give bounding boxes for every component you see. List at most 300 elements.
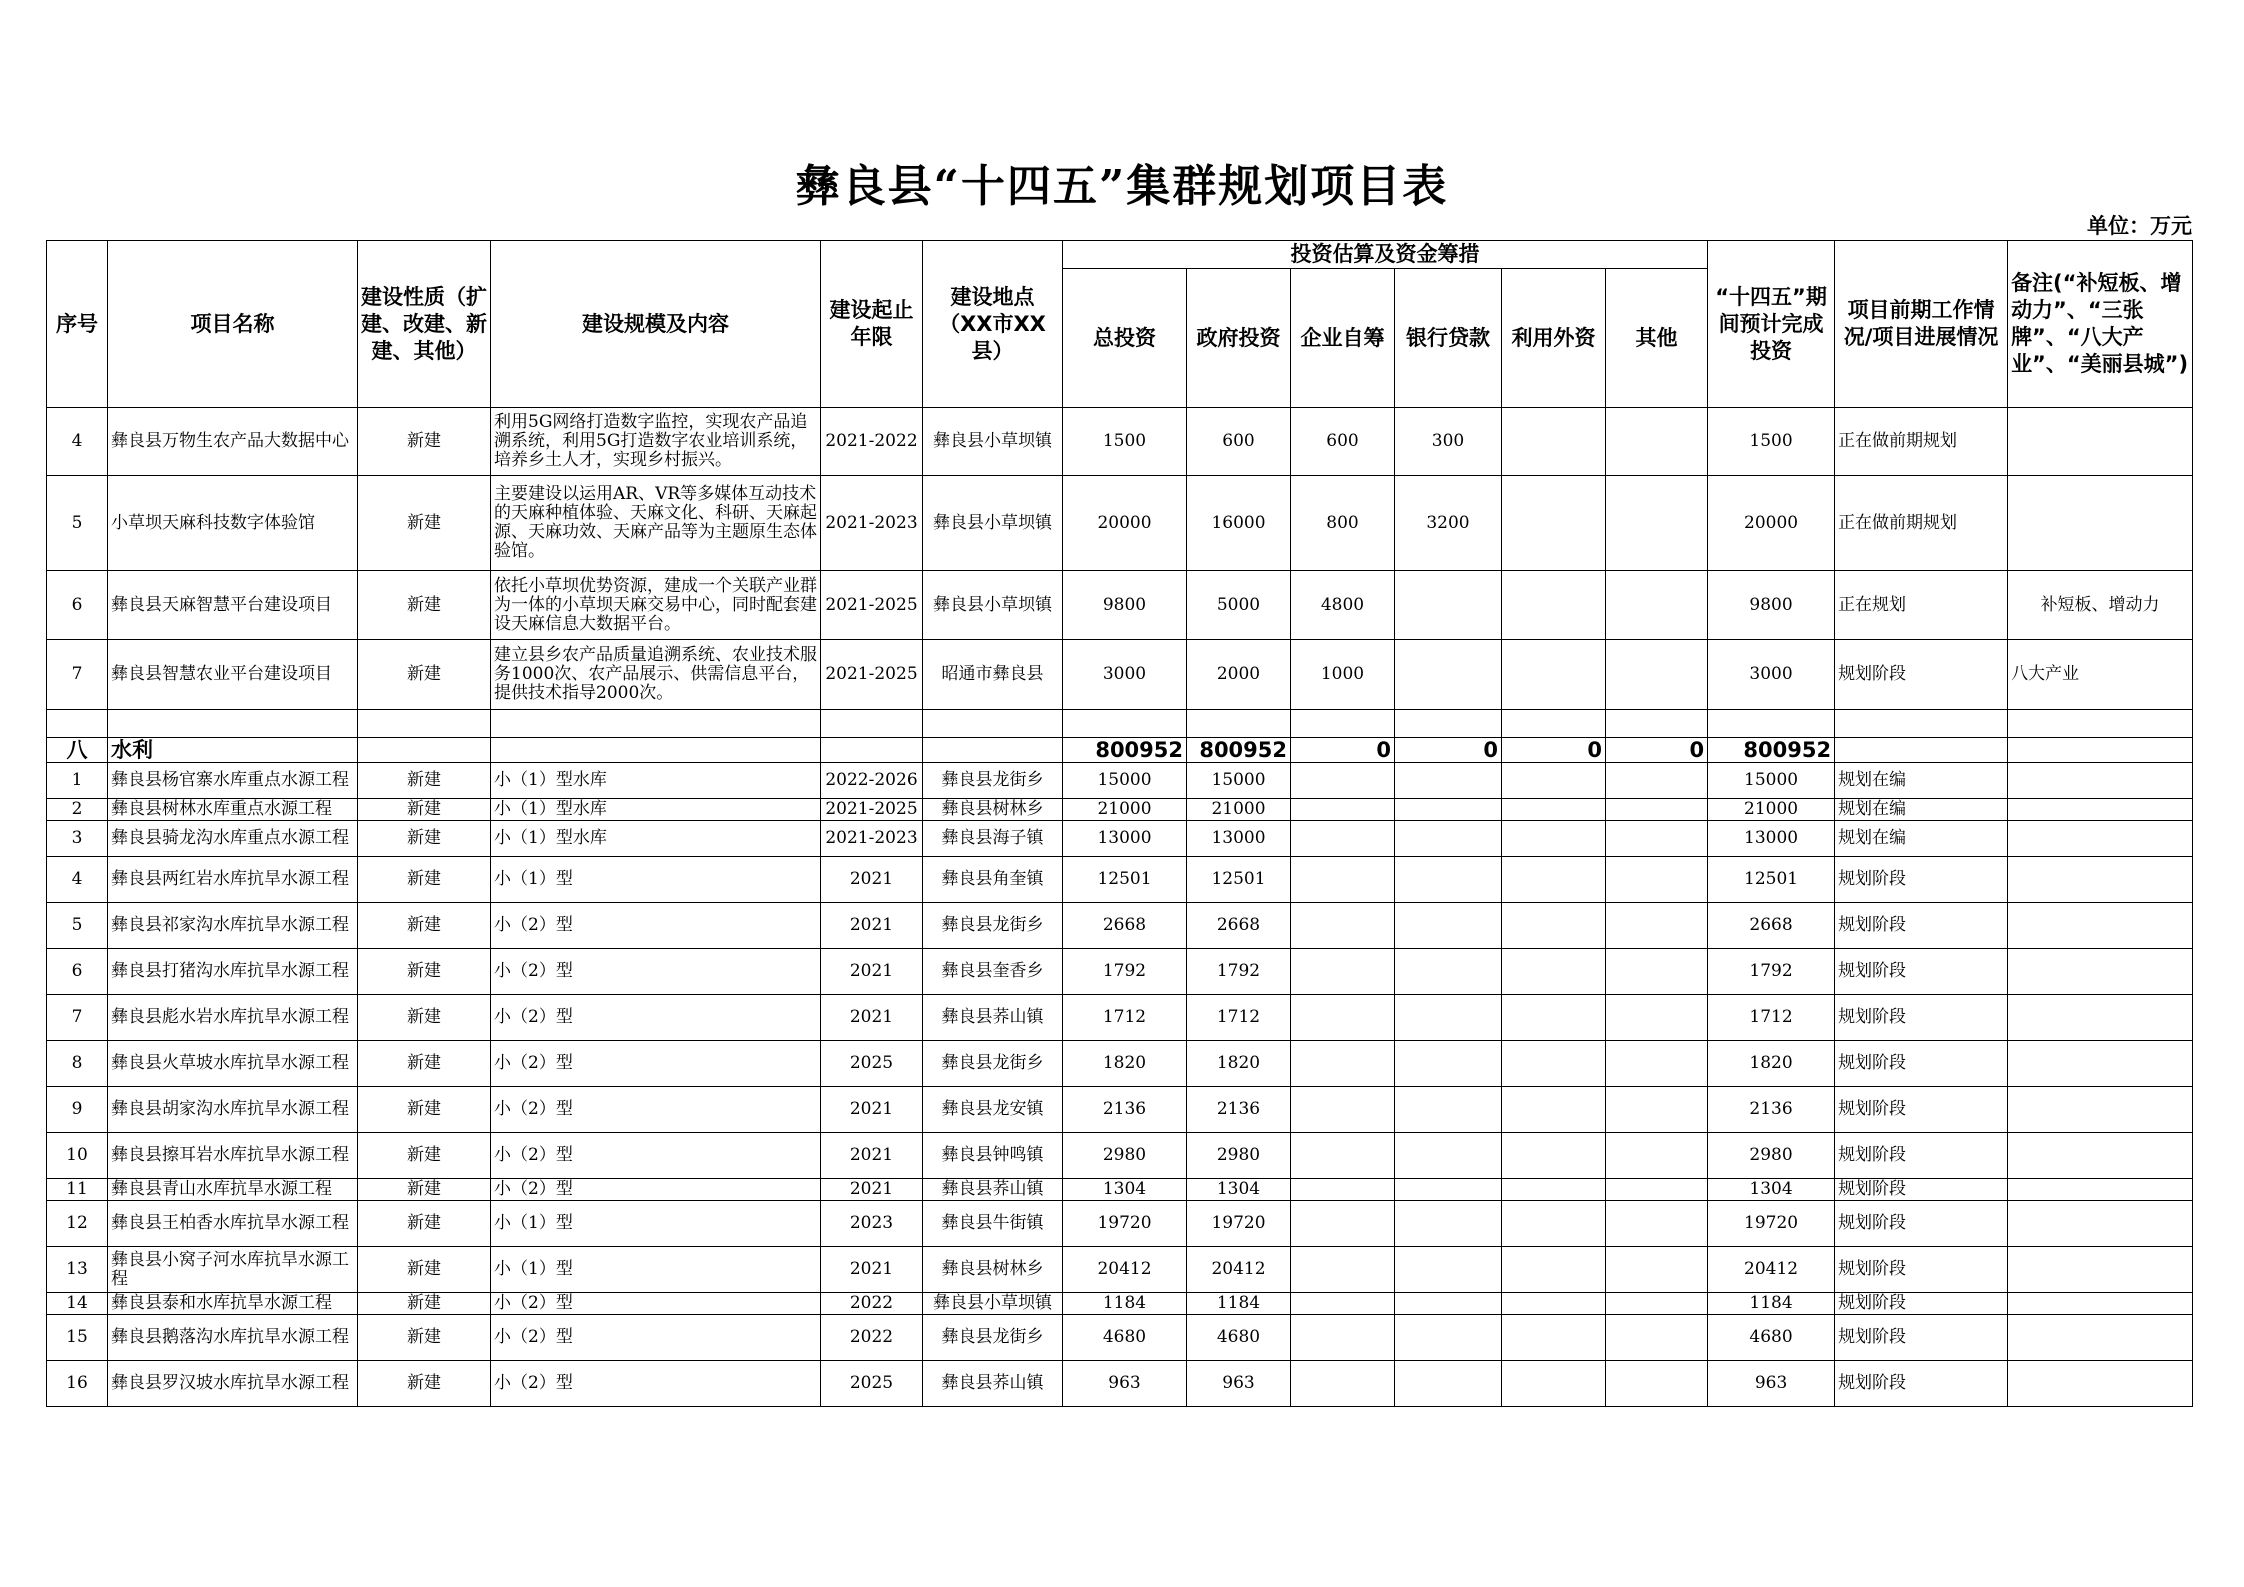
cell-loan: 300: [1395, 408, 1502, 476]
cell-progress: 规划阶段: [1835, 1293, 2008, 1315]
cell-location: 彝良县龙街乡: [923, 903, 1063, 949]
cell-total: 963: [1063, 1361, 1187, 1407]
section-foreign: 0: [1502, 738, 1606, 763]
cell-scale: 利用5G网络打造数字监控，实现农产品追溯系统，利用5G打造数字农业培训系统，培养乡土人才，实现乡村振兴。: [491, 408, 821, 476]
cell-loan: [1395, 857, 1502, 903]
cell-loan: [1395, 1293, 1502, 1315]
cell-other: [1606, 995, 1708, 1041]
cell-name: 彝良县小窝子河水库抗旱水源工程: [108, 1247, 358, 1293]
cell-other: [1606, 903, 1708, 949]
cell-name: 彝良县王柏香水库抗旱水源工程: [108, 1201, 358, 1247]
cell-location: 彝良县荞山镇: [923, 995, 1063, 1041]
cell-self: [1291, 1293, 1395, 1315]
cell-remark: [2008, 1133, 2193, 1179]
cell-gov: 1820: [1187, 1041, 1291, 1087]
cell-other: [1606, 408, 1708, 476]
cell-foreign: [1502, 1293, 1606, 1315]
cell-plan: 20000: [1708, 476, 1835, 571]
cell-other: [1606, 949, 1708, 995]
cell-name: 彝良县彪水岩水库抗旱水源工程: [108, 995, 358, 1041]
cell-self: [1291, 1087, 1395, 1133]
cell-remark: [2008, 1179, 2193, 1201]
cell-name: 彝良县树林水库重点水源工程: [108, 799, 358, 821]
cell-plan: 3000: [1708, 640, 1835, 710]
section-name: 水利: [108, 738, 358, 763]
cell-foreign: [1502, 903, 1606, 949]
header-nature: 建设性质（扩建、改建、新建、其他）: [358, 241, 491, 408]
cell-remark: [2008, 1315, 2193, 1361]
cell-nature: 新建: [358, 903, 491, 949]
cell-period: 2021: [821, 857, 923, 903]
cell-self: [1291, 1041, 1395, 1087]
cell-plan: 1500: [1708, 408, 1835, 476]
cell-remark: [2008, 1041, 2193, 1087]
header-name: 项目名称: [108, 241, 358, 408]
cell-nature: 新建: [358, 571, 491, 640]
header-loan: 银行贷款: [1395, 269, 1502, 408]
cell-loan: [1395, 1361, 1502, 1407]
cell-period: 2021-2025: [821, 640, 923, 710]
table-row: [47, 1087, 2193, 1133]
cell-seq: 9: [47, 1087, 108, 1133]
cell-remark: [2008, 857, 2193, 903]
cell-remark: [2008, 763, 2193, 799]
cell-plan: 20412: [1708, 1247, 1835, 1293]
page-title: 彝良县“十四五”集群规划项目表: [795, 161, 1449, 212]
cell-progress: 规划阶段: [1835, 1179, 2008, 1201]
table-row: [47, 1179, 2193, 1201]
cell-name: 彝良县打猪沟水库抗旱水源工程: [108, 949, 358, 995]
cell-foreign: [1502, 1041, 1606, 1087]
cell-remark: [2008, 903, 2193, 949]
cell-scale: 小（1）型: [491, 857, 821, 903]
cell-location: 彝良县小草坝镇: [923, 1293, 1063, 1315]
cell-gov: 2980: [1187, 1133, 1291, 1179]
table-row: [47, 476, 2193, 571]
header-scale: 建设规模及内容: [491, 241, 821, 408]
cell-nature: 新建: [358, 1293, 491, 1315]
cell-self: 800: [1291, 476, 1395, 571]
cell-total: 12501: [1063, 857, 1187, 903]
cell-other: [1606, 1201, 1708, 1247]
cell-seq: 10: [47, 1133, 108, 1179]
cell-location: 彝良县钟鸣镇: [923, 1133, 1063, 1179]
cell-remark: [2008, 1361, 2193, 1407]
cell-foreign: [1502, 995, 1606, 1041]
cell-nature: 新建: [358, 995, 491, 1041]
section-loan: 0: [1395, 738, 1502, 763]
cell-seq: 13: [47, 1247, 108, 1293]
cell-name: 彝良县泰和水库抗旱水源工程: [108, 1293, 358, 1315]
cell-name: 彝良县智慧农业平台建设项目: [108, 640, 358, 710]
cell-other: [1606, 1247, 1708, 1293]
cell-nature: 新建: [358, 476, 491, 571]
section-seq: 八: [47, 738, 108, 763]
cell-plan: 1820: [1708, 1041, 1835, 1087]
cell-period: 2021-2025: [821, 571, 923, 640]
cell-self: [1291, 949, 1395, 995]
cell-remark: [2008, 476, 2193, 571]
cell-foreign: [1502, 1133, 1606, 1179]
table-row: [47, 857, 2193, 903]
cell-remark: [2008, 1293, 2193, 1315]
cell-progress: 规划阶段: [1835, 1087, 2008, 1133]
cell-period: 2021: [821, 1247, 923, 1293]
cell-progress: 规划在编: [1835, 799, 2008, 821]
cell-progress: 规划阶段: [1835, 903, 2008, 949]
cell-foreign: [1502, 857, 1606, 903]
cell-total: 1712: [1063, 995, 1187, 1041]
cell-foreign: [1502, 821, 1606, 857]
cell-nature: 新建: [358, 408, 491, 476]
cell-remark: [2008, 821, 2193, 857]
cell-loan: [1395, 995, 1502, 1041]
cell-nature: 新建: [358, 1247, 491, 1293]
cell-total: 3000: [1063, 640, 1187, 710]
cell-scale: 小（2）型: [491, 1087, 821, 1133]
cell-self: [1291, 1361, 1395, 1407]
table-row: [47, 1315, 2193, 1361]
cell-gov: 16000: [1187, 476, 1291, 571]
cell-location: 彝良县荞山镇: [923, 1179, 1063, 1201]
cell-total: 1500: [1063, 408, 1187, 476]
header-gov: 政府投资: [1187, 269, 1291, 408]
cell-nature: 新建: [358, 1179, 491, 1201]
cell-loan: [1395, 1087, 1502, 1133]
cell-seq: 4: [47, 408, 108, 476]
cell-progress: 规划阶段: [1835, 1315, 2008, 1361]
cell-foreign: [1502, 949, 1606, 995]
cell-total: 2668: [1063, 903, 1187, 949]
cell-self: [1291, 1201, 1395, 1247]
cell-location: 彝良县龙街乡: [923, 1041, 1063, 1087]
cell-gov: 600: [1187, 408, 1291, 476]
cell-location: 彝良县海子镇: [923, 821, 1063, 857]
cell-plan: 21000: [1708, 799, 1835, 821]
cell-plan: 2136: [1708, 1087, 1835, 1133]
cell-loan: [1395, 571, 1502, 640]
cell-self: [1291, 995, 1395, 1041]
cell-location: 彝良县树林乡: [923, 1247, 1063, 1293]
cell-total: 4680: [1063, 1315, 1187, 1361]
cell-loan: [1395, 1247, 1502, 1293]
cell-scale: 小（2）型: [491, 949, 821, 995]
cell-gov: 13000: [1187, 821, 1291, 857]
cell-name: 彝良县天麻智慧平台建设项目: [108, 571, 358, 640]
cell-name: 小草坝天麻科技数字体验馆: [108, 476, 358, 571]
table-row: [47, 1293, 2193, 1315]
cell-gov: 1304: [1187, 1179, 1291, 1201]
cell-self: [1291, 1247, 1395, 1293]
cell-self: [1291, 1133, 1395, 1179]
blank-row: [47, 710, 2193, 738]
cell-loan: [1395, 799, 1502, 821]
cell-scale: 建立县乡农产品质量追溯系统、农业技术服务1000次、农产品展示、供需信息平台，提供技术指导2000次。: [491, 640, 821, 710]
cell-other: [1606, 799, 1708, 821]
cell-scale: 小（2）型: [491, 995, 821, 1041]
cell-total: 20412: [1063, 1247, 1187, 1293]
table-row: [47, 1041, 2193, 1087]
cell-total: 20000: [1063, 476, 1187, 571]
cell-loan: [1395, 763, 1502, 799]
cell-remark: 八大产业: [2008, 640, 2193, 710]
cell-nature: 新建: [358, 1361, 491, 1407]
cell-nature: 新建: [358, 1315, 491, 1361]
cell-foreign: [1502, 571, 1606, 640]
header-other: 其他: [1606, 269, 1708, 408]
cell-self: [1291, 857, 1395, 903]
cell-gov: 2000: [1187, 640, 1291, 710]
cell-remark: [2008, 1201, 2193, 1247]
water-projects: [47, 763, 2193, 1407]
cell-scale: 小（1）型水库: [491, 821, 821, 857]
cell-loan: 3200: [1395, 476, 1502, 571]
section-total: 800952: [1063, 738, 1187, 763]
cell-other: [1606, 476, 1708, 571]
cell-seq: 6: [47, 949, 108, 995]
header-plan: “十四五”期间预计完成投资: [1708, 241, 1835, 408]
cell-scale: 小（1）型: [491, 1201, 821, 1247]
cell-plan: 1712: [1708, 995, 1835, 1041]
section-other: 0: [1606, 738, 1708, 763]
cell-total: 9800: [1063, 571, 1187, 640]
cell-seq: 2: [47, 799, 108, 821]
table-row: [47, 1133, 2193, 1179]
table-row: [47, 763, 2193, 799]
cell-scale: 小（2）型: [491, 1315, 821, 1361]
unit-label: 单位：万元: [2087, 214, 2192, 238]
cell-gov: 4680: [1187, 1315, 1291, 1361]
cell-other: [1606, 1041, 1708, 1087]
cell-self: [1291, 763, 1395, 799]
cell-location: 彝良县奎香乡: [923, 949, 1063, 995]
cell-foreign: [1502, 1247, 1606, 1293]
cell-nature: 新建: [358, 1041, 491, 1087]
cell-plan: 1304: [1708, 1179, 1835, 1201]
cell-nature: 新建: [358, 1087, 491, 1133]
table-row: [47, 640, 2193, 710]
cell-progress: 正在做前期规划: [1835, 476, 2008, 571]
cell-scale: 小（1）型: [491, 1247, 821, 1293]
cell-name: 彝良县祁家沟水库抗旱水源工程: [108, 903, 358, 949]
cell-remark: [2008, 1247, 2193, 1293]
cell-progress: 规划阶段: [1835, 857, 2008, 903]
cell-remark: 补短板、增动力: [2008, 571, 2193, 640]
cell-other: [1606, 640, 1708, 710]
cell-other: [1606, 763, 1708, 799]
cell-loan: [1395, 821, 1502, 857]
cell-foreign: [1502, 1179, 1606, 1201]
cell-seq: 3: [47, 821, 108, 857]
cell-period: 2021-2023: [821, 821, 923, 857]
cell-nature: 新建: [358, 640, 491, 710]
cell-loan: [1395, 1201, 1502, 1247]
cell-scale: 小（1）型水库: [491, 799, 821, 821]
cell-period: 2021-2022: [821, 408, 923, 476]
cell-loan: [1395, 1315, 1502, 1361]
cell-scale: 小（2）型: [491, 903, 821, 949]
cell-other: [1606, 1087, 1708, 1133]
cell-nature: 新建: [358, 821, 491, 857]
header-remark: 备注(“补短板、增动力”、“三张牌”、“八大产业”、“美丽县城”): [2008, 241, 2193, 408]
cell-plan: 19720: [1708, 1201, 1835, 1247]
cell-loan: [1395, 1179, 1502, 1201]
cell-seq: 1: [47, 763, 108, 799]
cell-gov: 1184: [1187, 1293, 1291, 1315]
cell-nature: 新建: [358, 857, 491, 903]
cell-progress: 规划阶段: [1835, 640, 2008, 710]
cell-gov: 963: [1187, 1361, 1291, 1407]
cell-location: 彝良县龙街乡: [923, 763, 1063, 799]
cell-period: 2022-2026: [821, 763, 923, 799]
cell-plan: 13000: [1708, 821, 1835, 857]
cell-seq: 5: [47, 903, 108, 949]
cell-name: 彝良县骑龙沟水库重点水源工程: [108, 821, 358, 857]
cell-seq: 8: [47, 1041, 108, 1087]
cell-total: 1184: [1063, 1293, 1187, 1315]
table-row: [47, 1361, 2193, 1407]
cell-plan: 1792: [1708, 949, 1835, 995]
cell-scale: 小（2）型: [491, 1179, 821, 1201]
cell-progress: 正在规划: [1835, 571, 2008, 640]
cell-other: [1606, 571, 1708, 640]
cell-plan: 963: [1708, 1361, 1835, 1407]
cell-period: 2021: [821, 903, 923, 949]
cell-name: 彝良县青山水库抗旱水源工程: [108, 1179, 358, 1201]
cell-scale: 小（1）型水库: [491, 763, 821, 799]
cell-period: 2022: [821, 1315, 923, 1361]
cell-progress: 规划阶段: [1835, 1247, 2008, 1293]
cell-gov: 12501: [1187, 857, 1291, 903]
cell-total: 21000: [1063, 799, 1187, 821]
cell-location: 彝良县龙街乡: [923, 1315, 1063, 1361]
cell-period: 2021-2023: [821, 476, 923, 571]
cell-self: [1291, 1179, 1395, 1201]
cell-progress: 规划阶段: [1835, 1041, 2008, 1087]
cell-remark: [2008, 799, 2193, 821]
cell-total: 13000: [1063, 821, 1187, 857]
header-period: 建设起止年限: [821, 241, 923, 408]
cell-gov: 20412: [1187, 1247, 1291, 1293]
cell-foreign: [1502, 1201, 1606, 1247]
cell-seq: 7: [47, 995, 108, 1041]
cell-period: 2022: [821, 1293, 923, 1315]
cell-period: 2021: [821, 1133, 923, 1179]
cell-seq: 12: [47, 1201, 108, 1247]
cell-loan: [1395, 640, 1502, 710]
cell-progress: 规划阶段: [1835, 1361, 2008, 1407]
cell-plan: 1184: [1708, 1293, 1835, 1315]
cell-location: 彝良县牛街镇: [923, 1201, 1063, 1247]
cell-seq: 7: [47, 640, 108, 710]
cell-gov: 21000: [1187, 799, 1291, 821]
cell-scale: 主要建设以运用AR、VR等多媒体互动技术的天麻种植体验、天麻文化、科研、天麻起源、天麻功效、天麻产品等为主题原生态体验馆。: [491, 476, 821, 571]
cell-loan: [1395, 903, 1502, 949]
cell-seq: 4: [47, 857, 108, 903]
cell-foreign: [1502, 408, 1606, 476]
cell-total: 1304: [1063, 1179, 1187, 1201]
cell-location: 彝良县龙安镇: [923, 1087, 1063, 1133]
cell-self: 1000: [1291, 640, 1395, 710]
cell-location: 昭通市彝良县: [923, 640, 1063, 710]
header-location: 建设地点（XX市XX县）: [923, 241, 1063, 408]
cell-loan: [1395, 949, 1502, 995]
cell-seq: 16: [47, 1361, 108, 1407]
cell-location: 彝良县树林乡: [923, 799, 1063, 821]
cell-plan: 12501: [1708, 857, 1835, 903]
cell-other: [1606, 857, 1708, 903]
cell-nature: 新建: [358, 1133, 491, 1179]
cell-progress: 规划阶段: [1835, 949, 2008, 995]
cell-nature: 新建: [358, 1201, 491, 1247]
cell-gov: 1712: [1187, 995, 1291, 1041]
cell-total: 1820: [1063, 1041, 1187, 1087]
section-self: 0: [1291, 738, 1395, 763]
cell-self: [1291, 1315, 1395, 1361]
cell-plan: 2668: [1708, 903, 1835, 949]
table-row: [47, 949, 2193, 995]
cell-seq: 6: [47, 571, 108, 640]
cell-gov: 15000: [1187, 763, 1291, 799]
cell-name: 彝良县杨官寨水库重点水源工程: [108, 763, 358, 799]
cell-plan: 9800: [1708, 571, 1835, 640]
cell-progress: 规划阶段: [1835, 1201, 2008, 1247]
cell-remark: [2008, 408, 2193, 476]
table-row: [47, 1247, 2193, 1293]
cell-foreign: [1502, 1087, 1606, 1133]
cell-self: [1291, 903, 1395, 949]
cell-self: [1291, 799, 1395, 821]
cell-location: 彝良县小草坝镇: [923, 476, 1063, 571]
cell-gov: 2668: [1187, 903, 1291, 949]
cell-name: 彝良县火草坡水库抗旱水源工程: [108, 1041, 358, 1087]
header-foreign: 利用外资: [1502, 269, 1606, 408]
cell-plan: 2980: [1708, 1133, 1835, 1179]
cell-other: [1606, 1315, 1708, 1361]
cell-foreign: [1502, 763, 1606, 799]
cell-name: 彝良县万物生农产品大数据中心: [108, 408, 358, 476]
cell-self: 4800: [1291, 571, 1395, 640]
cell-period: 2023: [821, 1201, 923, 1247]
cell-progress: 规划在编: [1835, 821, 2008, 857]
cell-location: 彝良县荞山镇: [923, 1361, 1063, 1407]
header-seq: 序号: [47, 241, 108, 408]
cell-self: [1291, 821, 1395, 857]
cell-other: [1606, 1361, 1708, 1407]
cell-nature: 新建: [358, 763, 491, 799]
cell-other: [1606, 1293, 1708, 1315]
cell-foreign: [1502, 640, 1606, 710]
cell-total: 2980: [1063, 1133, 1187, 1179]
cell-name: 彝良县罗汉坡水库抗旱水源工程: [108, 1361, 358, 1407]
cell-total: 2136: [1063, 1087, 1187, 1133]
table-row: [47, 821, 2193, 857]
cell-seq: 11: [47, 1179, 108, 1201]
table-row: [47, 408, 2193, 476]
table-row: [47, 571, 2193, 640]
cell-remark: [2008, 1087, 2193, 1133]
cell-total: 19720: [1063, 1201, 1187, 1247]
table-row: [47, 995, 2193, 1041]
cell-remark: [2008, 995, 2193, 1041]
cell-foreign: [1502, 476, 1606, 571]
cell-total: 1792: [1063, 949, 1187, 995]
section-gov: 800952: [1187, 738, 1291, 763]
cell-progress: 正在做前期规划: [1835, 408, 2008, 476]
cell-loan: [1395, 1041, 1502, 1087]
cell-seq: 14: [47, 1293, 108, 1315]
project-table: [46, 240, 2193, 1407]
